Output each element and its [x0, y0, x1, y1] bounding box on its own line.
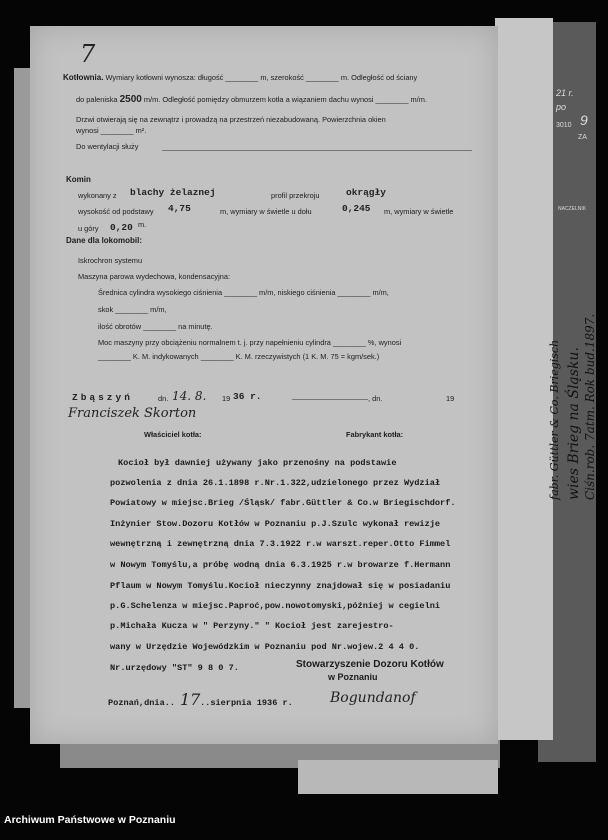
inspector-signature: Bogundanof [330, 690, 416, 706]
wysokosc-label: wysokość od podstawy [78, 207, 154, 216]
note-line: wewnętrzną i zewnętrzną dnia 7.3.1922 r.w warszt.reper.Otto Fimmel [110, 539, 451, 549]
skok-label: skok ________ m/m, [98, 305, 167, 314]
stamp-line2: w Poznaniu [328, 672, 378, 682]
boiler-plate-line2: wies Brieg na Śląsku. [566, 347, 582, 500]
kotlownia-line3: Drzwi otwierają się na zewnątrz i prowadzą na przestrzeń niezabudowaną. Powierzchnia okien [76, 115, 386, 124]
note-line: p.Michała Kucza w " Perzyny." " Kocioł jest zarejestro- [110, 621, 394, 631]
place: Zbąszyń [72, 392, 133, 403]
note-line: Nr.urzędowy "ST" 9 8 0 7. [110, 663, 239, 673]
closing-place-date: Poznań,dnia.. [108, 698, 176, 708]
profil-label: profil przekroju [271, 191, 320, 200]
side-note: 9 [580, 112, 588, 128]
side-note: 21 r. [556, 88, 574, 98]
kotlownia-line2a: do paleniska [76, 95, 118, 104]
iskrochron-label: Iskrochron systemu [78, 256, 143, 265]
note-line: wany w Urzędzie Wojewódzkim w Poznaniu pod Nr.wojew.2 4 4 0. [110, 642, 420, 652]
note-line: p.G.Schelenza w miejsc.Paproć,pow.nowotomyski,później w cegielni [110, 601, 441, 611]
obroty-label: ilość obrotów ________ na minutę. [98, 322, 213, 331]
km-label: ________ K. M. indykowanych ________ K. M. rzeczywistych (1 K. M. 75 = kgm/sek.) [98, 352, 380, 361]
manufacturer-label: Fabrykant kotła: [346, 430, 404, 439]
wysokosc-value: 4,75 [168, 203, 191, 214]
year-prefix2: 19 [446, 394, 455, 403]
gory-prefix: m, wymiary w świetle [384, 207, 454, 216]
archive-footer: Archiwum Państwowe w Poznaniu [4, 814, 176, 826]
dn-label: dn. [158, 394, 169, 403]
note-line: Powiatowy w miejsc.Brieg /Śląsk/ fabr.Güttler & Co.w Briegischdorf. [110, 498, 456, 508]
lokomobil-heading: Dane dla lokomobil: [66, 236, 143, 245]
form-sheet [30, 26, 498, 744]
boiler-plate-line3: Ciśn.rob. 7atm. Rok bud.1897. [583, 313, 597, 500]
komin-heading: Komin [66, 175, 91, 184]
note-line: Inżynier Stow.Dozoru Kotłów w Poznaniu p.J.Szulc wykonał rewizje [110, 519, 441, 529]
note-line: w Nowym Tomyślu,a próbę wodną dnia 6.3.1925 r.w browarze f.Hermann [110, 560, 451, 570]
kotlownia-heading: Kotłownia. [63, 73, 104, 82]
note-line: Kocioł był dawniej używany jako przenośny na podstawie [118, 458, 397, 468]
profil-value: okrągły [346, 187, 386, 198]
date-line [292, 399, 368, 400]
year-value: 36 r. [233, 391, 262, 402]
page-number-mark: 7 [80, 40, 96, 68]
dn-label2: , dn. [368, 394, 383, 403]
stamp-line1: Stowarzyszenie Dozoru Kotłów [296, 659, 444, 670]
gory-unit: m. [138, 220, 147, 229]
kotlownia-line5: Do wentylacji służy [76, 142, 139, 151]
side-note: ZA [578, 134, 587, 141]
note-line: Pflaum w Nowym Tomyślu.Kocioł nieczynny znajdował się w posiadaniu [110, 581, 451, 591]
closing-day: 17 [180, 690, 201, 709]
dolu-value: 0,245 [342, 203, 371, 214]
side-note: po [556, 102, 567, 112]
gory-label: u góry [78, 224, 99, 233]
ventilation-line [162, 150, 472, 151]
closing-rest: ..sierpnia 1936 r. [200, 698, 293, 708]
boiler-plate-line1: fabr. Güttler & Co. Briegisch [548, 339, 561, 500]
wykonany-value: blachy żelaznej [130, 187, 216, 198]
note-line: pozwolenia z dnia 26.1.1898 r.Nr.1.322,udzielonego przez Wydział [110, 478, 441, 488]
srednica-label: Średnica cylindra wysokiego ciśnienia ________ m/m, niskiego ciśnienia ________ m/m, [98, 288, 389, 297]
year-prefix: 19 [222, 394, 231, 403]
paleniska-value: 2500 [119, 94, 142, 105]
date-value: 14. 8. [172, 389, 207, 403]
background-sheet-bottom2 [298, 760, 498, 794]
side-notes [538, 22, 596, 242]
wykonany-label: wykonany z [78, 191, 117, 200]
naczelnik-label: NACZELNIK [558, 206, 587, 212]
kotlownia-line2b: m/m. Odległość pomiędzy obmurzem kotła a wiązaniem dachu wynosi ________ m/m. [143, 95, 427, 104]
kotlownia-line1: Wymiary kotłowni wynosza: długość ________ m, szerokość ________ m. Odległość od ściany [105, 73, 418, 82]
moc-label: Moc maszyny przy obciążeniu normalnem t. j. przy napełnieniu cylindra ________ %, wynosi [98, 338, 402, 347]
gory-value: 0,20 [110, 222, 133, 233]
dolu-label: m, wymiary w świetle u dołu [220, 207, 312, 216]
owner-label: Właściciel kotła: [144, 430, 202, 439]
kotlownia-line4: wynosi ________ m². [76, 126, 147, 135]
side-note: 3010 [556, 122, 572, 129]
owner-signature: Franciszek Skorton [68, 406, 197, 421]
maszyna-label: Maszyna parowa wydechowa, kondensacyjna: [78, 272, 231, 281]
